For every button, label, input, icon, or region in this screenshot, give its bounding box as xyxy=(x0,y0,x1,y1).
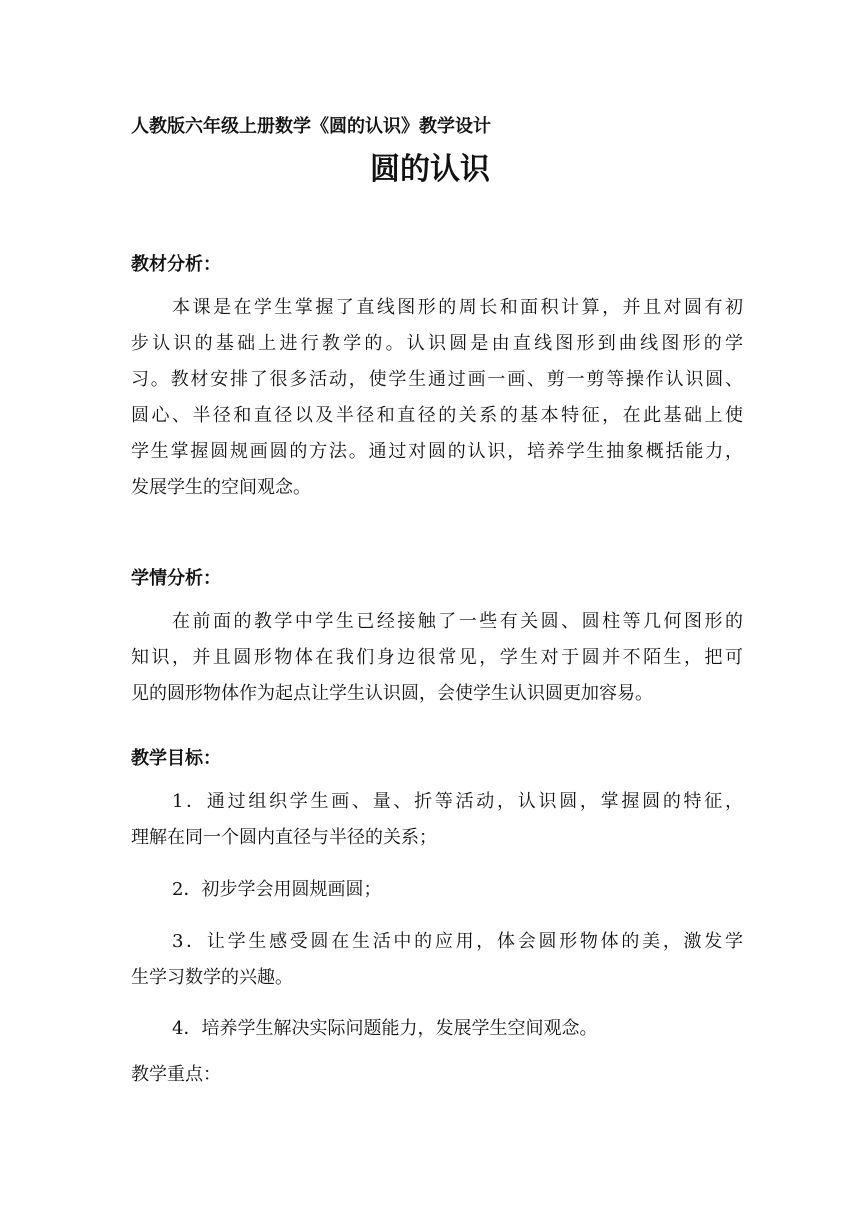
paragraph-line: 4．培养学生解决实际问题能力，发展学生空间观念。 xyxy=(172,1018,598,1039)
paragraph-line: 习。教材安排了很多活动，使学生通过画一画、剪一剪等操作认识圆、 xyxy=(131,369,743,390)
paragraph-line: 在前面的教学中学生已经接触了一些有关圆、圆柱等几何图形的 xyxy=(172,611,743,632)
paragraph-line: 学生掌握圆规画圆的方法。通过对圆的认识，培养学生抽象概括能力， xyxy=(131,441,743,462)
teaching-goal-2 xyxy=(131,872,743,908)
paragraph-line: 见的圆形物体作为起点让学生认识圆，会使学生认识圆更加容易。 xyxy=(131,683,653,704)
paragraph-line: 1．通过组织学生画、量、折等活动，认识圆，掌握圆的特征， xyxy=(172,791,743,812)
document-heading: 人教版六年级上册数学《圆的认识》教学设计 xyxy=(131,116,491,137)
paragraph-line: 本课是在学生掌握了直线图形的周长和面积计算，并且对圆有初 xyxy=(172,297,743,318)
textbook-analysis-paragraph xyxy=(131,290,743,506)
paragraph-line: 理解在同一个圆内直径与半径的关系； xyxy=(131,827,437,848)
section-label-textbook-analysis: 教材分析： xyxy=(131,254,221,275)
teaching-goal-3 xyxy=(131,924,743,996)
paragraph-line: 圆心、半径和直径以及半径和直径的关系的基本特征，在此基础上使 xyxy=(131,405,743,426)
paragraph-line: 步认识的基础上进行教学的。认识圆是由直线图形到曲线图形的学 xyxy=(131,333,743,354)
section-label-key-points: 教学重点： xyxy=(131,1064,221,1085)
section-label-learner-analysis: 学情分析： xyxy=(131,568,221,589)
learner-analysis-paragraph xyxy=(131,604,743,712)
paragraph-line: 3．让学生感受圆在生活中的应用，体会圆形物体的美，激发学 xyxy=(172,931,743,952)
paragraph-line: 知识，并且圆形物体在我们身边很常见，学生对于圆并不陌生，把可 xyxy=(131,647,743,668)
paragraph-line: 2．初步学会用圆规画圆； xyxy=(172,879,382,900)
section-label-teaching-goals: 教学目标： xyxy=(131,748,221,769)
paragraph-line: 生学习数学的兴趣。 xyxy=(131,967,293,988)
teaching-goal-4 xyxy=(131,1011,743,1047)
paragraph-line: 发展学生的空间观念。 xyxy=(131,477,311,498)
teaching-goal-1 xyxy=(131,784,743,856)
document-title: 圆的认识 xyxy=(370,152,490,187)
